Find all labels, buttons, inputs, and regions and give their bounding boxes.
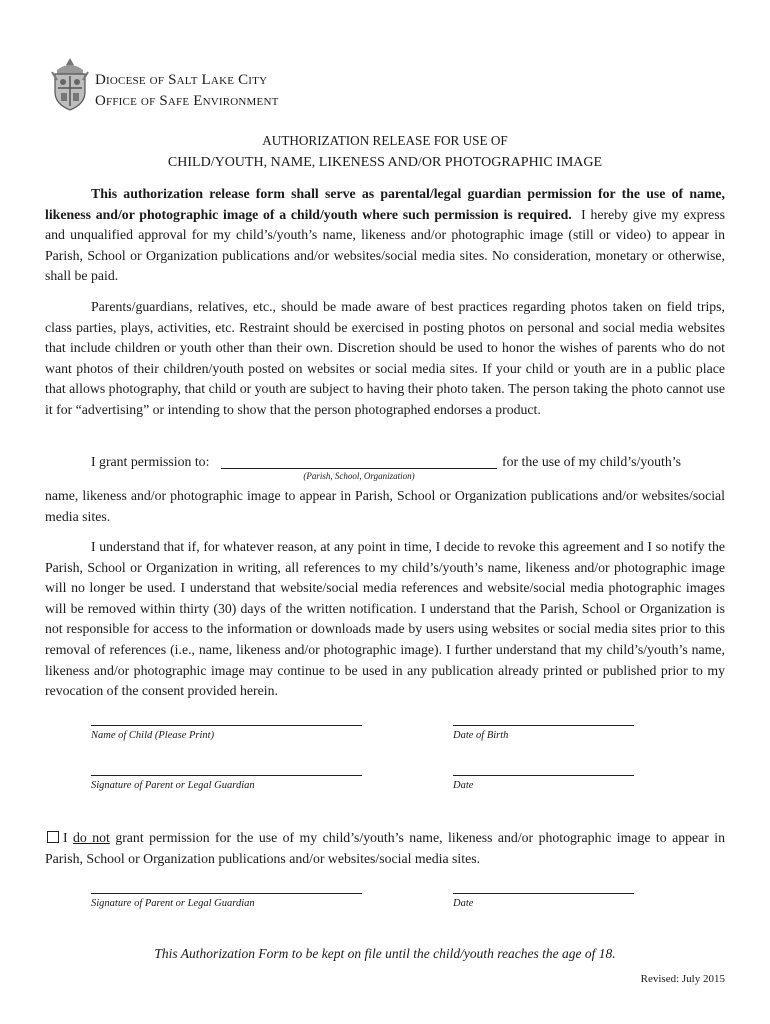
grant-prefix: I grant permission to: xyxy=(91,454,210,469)
do-not-underlined: do not xyxy=(73,830,110,845)
deny-signature-date-field[interactable] xyxy=(453,893,634,894)
paragraph-revocation xyxy=(45,537,725,702)
deny-guardian-signature-field[interactable] xyxy=(91,893,362,894)
authorization-bold-text: This authorization release form shall serve as parental/legal guardian permission for the use of name, likeness and/or photographic image of a child/youth where such permission is required. xyxy=(45,186,725,222)
office-name: Office of Safe Environment xyxy=(95,93,279,109)
diocese-name: Diocese of Salt Lake City xyxy=(95,72,268,88)
title-line-2: CHILD/YOUTH, NAME, LIKENESS AND/OR PHOTOGRAPHIC IMAGE xyxy=(167,155,603,170)
signature-date-label: Date xyxy=(453,780,474,791)
date-of-birth-field[interactable] xyxy=(453,725,634,726)
revision-date: Revised: July 2015 xyxy=(640,973,725,985)
diocese-seal-logo xyxy=(49,56,91,112)
grant-suffix: for the use of my child’s/youth’s xyxy=(502,454,681,469)
signature-date-field[interactable] xyxy=(453,775,634,776)
retention-note: This Authorization Form to be kept on file until the child/youth reaches the age of 18. xyxy=(154,946,616,961)
deny-guardian-signature-label: Signature of Parent or Legal Guardian xyxy=(91,898,255,909)
paragraph-best-practices xyxy=(45,297,725,421)
title-line-1: AUTHORIZATION RELEASE FOR USE OF xyxy=(262,133,508,148)
deny-prefix: I xyxy=(63,830,68,845)
date-of-birth-label: Date of Birth xyxy=(453,730,509,741)
guardian-signature-field[interactable] xyxy=(91,775,362,776)
grant-continuation: name, likeness and/or photographic image to appear in Parish, School or Organization publications and/or websites/social media sites. xyxy=(45,488,725,524)
best-practices-text: Parents/guardians, relatives, etc., should be made aware of best practices regarding photos taken on field trips, class parties, plays, activities, etc. Restraint should be exercised in posting photos on personal and social media websites that include children or youth other than their own. Discretion should be used to honor the wishes of parents who do not want photos of their children/youth posted on websites or social media sites. If your child or youth are in a public place that allows photography, that child or youth are subject to having their photo taken. The person taking the photo cannot use it for “advertising” or intending to show that the person photographed endorses a product. xyxy=(45,299,725,417)
child-name-field[interactable] xyxy=(91,725,362,726)
organization-name xyxy=(95,70,279,112)
guardian-signature-label: Signature of Parent or Legal Guardian xyxy=(91,780,255,791)
deny-permission-statement xyxy=(45,828,725,869)
organization-field-label: (Parish, School, Organization) xyxy=(303,471,415,481)
paragraph-authorization xyxy=(45,184,725,287)
deny-text: grant permission for the use of my child’s/youth’s name, likeness and/or photographic image to appear in Parish, School or Organization publications and/or websites/social media sites. xyxy=(45,830,725,866)
deny-signature-date-label: Date xyxy=(453,898,474,909)
child-name-label: Name of Child (Please Print) xyxy=(91,730,215,741)
organization-name-field[interactable] xyxy=(221,468,497,469)
form-title xyxy=(0,130,770,174)
revocation-text: I understand that if, for whatever reason, at any point in time, I decide to revoke this agreement and I so notify the Parish, School or Organization in writing, all references to my child’s/youth’s name, likeness and/or photographic image will no longer be used. I understand that website/social media references and website/social media photographic images will be removed within thirty (30) days of the written notification. I understand that the Parish, School or Organization is not responsible for access to the information or downloads made by users using websites or social media sites prior to this removal of references (i.e., name, likeness and/or photographic image). I further understand that my child’s/youth’s name, likeness and/or photographic image may continue to be used in any publication already printed or published prior to my revocation of the consent provided herein. xyxy=(45,539,725,699)
authorization-text: I hereby give my express and unqualified approval for my child’s/youth’s name, likeness and/or photographic image (still or video) to appear in Parish, School or Organization publications and/or websites/social media sites. No consideration, monetary or otherwise, shall be paid. xyxy=(45,206,725,284)
